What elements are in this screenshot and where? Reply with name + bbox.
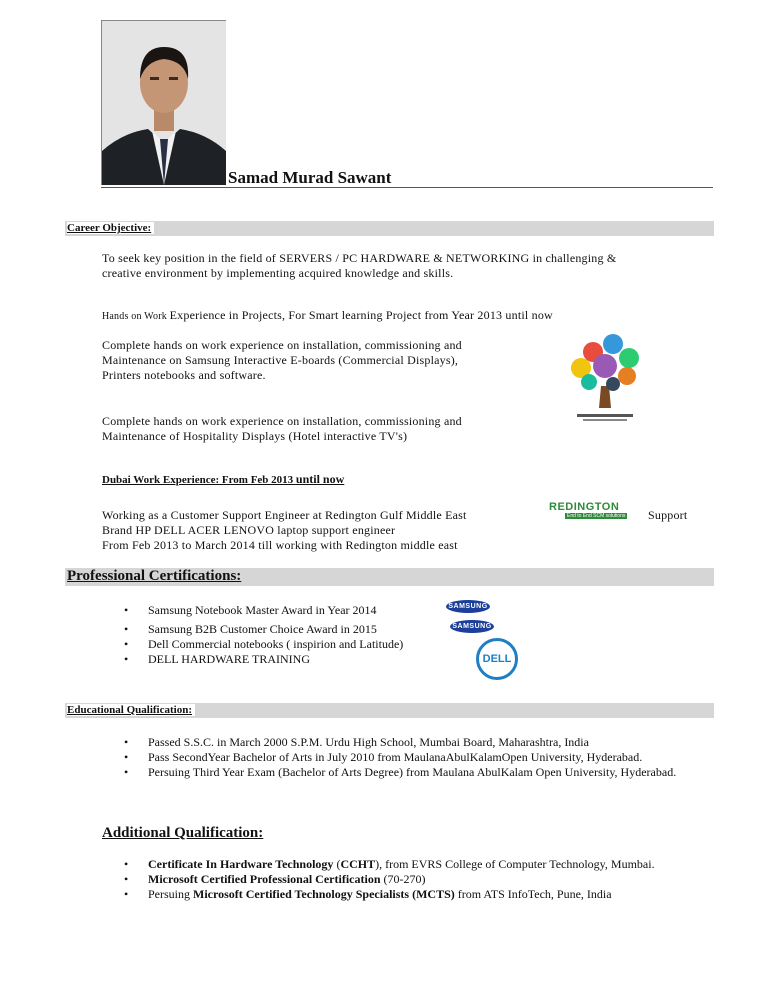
certifications-heading: Professional Certifications: bbox=[67, 568, 242, 584]
certifications-list bbox=[102, 603, 502, 667]
education-heading: Educational Qualification: bbox=[67, 704, 195, 716]
career-objective-heading: Career Objective: bbox=[67, 222, 154, 234]
objective-line-2: creative environment by implementing acquired knowledge and skills. bbox=[102, 266, 454, 280]
samsung-logo-2: SAMSUNG bbox=[450, 620, 494, 633]
certifications-bar bbox=[65, 568, 714, 586]
redington-logo-text: REDINGTON bbox=[549, 501, 620, 513]
objective-line-1: To seek key position in the field of SERVERS / PC HARDWARE & NETWORKING in challenging & bbox=[102, 251, 617, 265]
redington-line-1 bbox=[102, 508, 562, 523]
hotel-line-1: Complete hands on work experience on installation, commissioning and bbox=[102, 414, 462, 428]
candidate-name: Samad Murad Sawant bbox=[228, 168, 392, 187]
list-item: • Persuing Third Year Exam (Bachelor of Arts Degree) from Maulana AbulKalam Open University, Hyderabad. bbox=[102, 765, 722, 780]
additional-heading: Additional Qualification: bbox=[102, 825, 264, 841]
dubai-heading bbox=[102, 472, 344, 487]
samsung-line-2: Maintenance on Samsung Interactive E-boards (Commercial Displays), bbox=[102, 353, 459, 367]
hotel-experience bbox=[102, 414, 562, 444]
dell-logo bbox=[476, 638, 518, 680]
redington-line-2: Brand HP DELL ACER LENOVO laptop support engineer bbox=[102, 523, 396, 537]
education-bar bbox=[65, 703, 714, 718]
list-item: • Passed S.S.C. in March 2000 S.P.M. Urdu High School, Mumbai Board, Maharashtra, India bbox=[102, 735, 722, 750]
dubai-heading-until: until now bbox=[295, 472, 345, 486]
list-item: • Pass SecondYear Bachelor of Arts in July 2010 from MaulanaAbulKalamOpen University, Hyderabad. bbox=[102, 750, 722, 765]
list-item: • DELL HARDWARE TRAINING bbox=[102, 652, 502, 667]
list-item: • Microsoft Certified Professional Certification (70-270) bbox=[102, 872, 722, 887]
career-objective-bar bbox=[65, 221, 714, 236]
name-divider bbox=[101, 187, 713, 188]
dell-logo-text: DELL bbox=[482, 653, 512, 665]
samsung-experience bbox=[102, 338, 562, 383]
samsung-line-3: Printers notebooks and software. bbox=[102, 368, 266, 382]
additional-list bbox=[102, 857, 722, 902]
list-item: • Dell Commercial notebooks ( inspirion and Latitude) bbox=[102, 637, 502, 652]
handson-rest: Experience in Projects, For Smart learning Project from Year 2013 until now bbox=[169, 308, 553, 322]
redington-line-1-text: Working as a Customer Support Engineer at Redington Gulf Middle East bbox=[102, 508, 467, 522]
list-item: • Certificate In Hardware Technology (CCHT), from EVRS College of Computer Technology, Mumbai. bbox=[102, 857, 722, 872]
redington-logo-tagline: End to End SCM solutions bbox=[567, 513, 626, 519]
smart-learning-logo bbox=[563, 328, 647, 424]
redington-support: Support bbox=[648, 508, 688, 522]
redington-more bbox=[102, 523, 722, 553]
samsung-logo-1: SAMSUNG bbox=[446, 600, 490, 613]
education-list bbox=[102, 735, 722, 780]
list-item: • Samsung Notebook Master Award in Year 2014 bbox=[102, 603, 502, 618]
handson-prefix: Hands on Work bbox=[102, 311, 170, 322]
dubai-heading-text: Dubai Work Experience: From Feb 2013 bbox=[102, 474, 296, 486]
list-item: • Persuing Microsoft Certified Technology Specialists (MCTS) from ATS InfoTech, Pune, India bbox=[102, 887, 722, 902]
list-item: • Samsung B2B Customer Choice Award in 2015 bbox=[102, 622, 502, 637]
redington-line-3: From Feb 2013 to March 2014 till working with Redington middle east bbox=[102, 538, 458, 552]
samsung-line-1: Complete hands on work experience on installation, commissioning and bbox=[102, 338, 462, 352]
profile-photo bbox=[101, 20, 226, 185]
handson-line bbox=[102, 308, 722, 324]
redington-logo bbox=[549, 501, 649, 523]
hotel-line-2: Maintenance of Hospitality Displays (Hotel interactive TV's) bbox=[102, 429, 408, 443]
objective-text bbox=[102, 251, 722, 281]
